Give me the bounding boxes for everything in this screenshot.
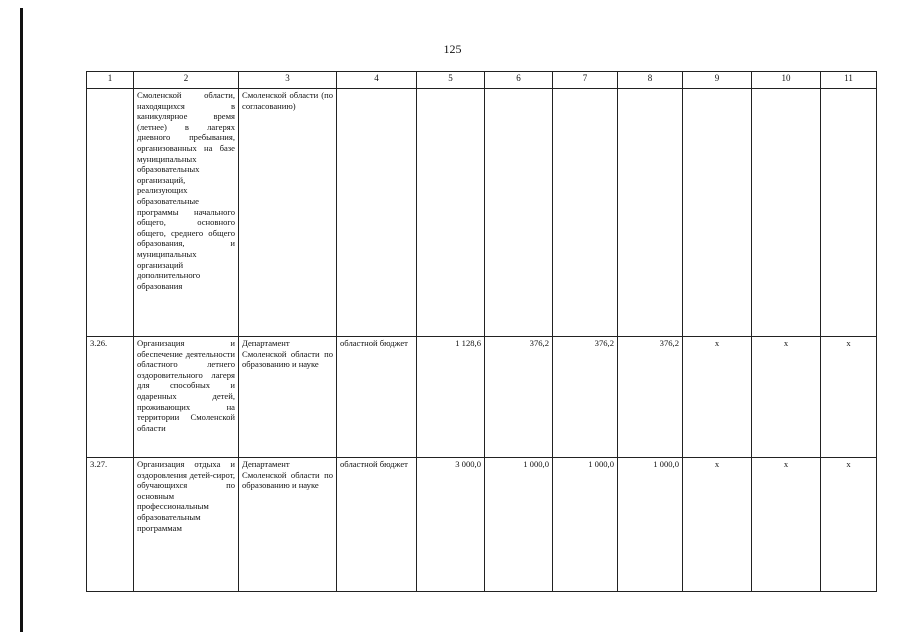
col11-cell [821, 89, 877, 337]
table-row [87, 89, 877, 337]
table-row [87, 337, 877, 458]
executor-cell: Департамент Смоленской области по образованию и науке [239, 337, 337, 458]
year2-cell: 376,2 [553, 337, 618, 458]
page-number: 125 [443, 42, 462, 56]
year1-cell: 1 000,0 [485, 458, 553, 592]
executor-cell: Смоленской области (по согласованию) [239, 89, 337, 337]
year2-cell [553, 89, 618, 337]
column-header: 3 [239, 72, 337, 89]
year3-cell [618, 89, 683, 337]
funding-source-cell: областной бюджет [337, 337, 417, 458]
measure-name-cell: Смоленской области, находящихся в каникулярное время (летнее) в лагерях дневного пребывания, организованных на базе муниципальных образовательных организаций, реализующих образовательные программы начального общего, основного общего, среднего общего образования, и муниципальных организаций дополнительного образования [134, 89, 239, 337]
col10-cell [752, 89, 821, 337]
measure-name-cell: Организация и обеспечение деятельности областного летнего оздоровительного лагеря для способных и одаренных детей, проживающих на территории Смоленской области [134, 337, 239, 458]
col10-cell: х [752, 337, 821, 458]
column-header: 11 [821, 72, 877, 89]
budget-table [86, 71, 877, 592]
total-cell: 3 000,0 [417, 458, 485, 592]
col9-cell [683, 89, 752, 337]
col11-cell: х [821, 458, 877, 592]
col9-cell: х [683, 337, 752, 458]
row-number-cell: 3.26. [87, 337, 134, 458]
col10-cell: х [752, 458, 821, 592]
column-header: 5 [417, 72, 485, 89]
header-row [87, 72, 877, 89]
funding-source-cell: областной бюджет [337, 458, 417, 592]
col11-cell: х [821, 337, 877, 458]
row-number-cell [87, 89, 134, 337]
funding-source-cell [337, 89, 417, 337]
year1-cell: 376,2 [485, 337, 553, 458]
column-header: 9 [683, 72, 752, 89]
year3-cell: 1 000,0 [618, 458, 683, 592]
total-cell: 1 128,6 [417, 337, 485, 458]
column-header: 6 [485, 72, 553, 89]
column-header: 10 [752, 72, 821, 89]
row-number-cell: 3.27. [87, 458, 134, 592]
column-header: 2 [134, 72, 239, 89]
year2-cell: 1 000,0 [553, 458, 618, 592]
executor-cell: Департамент Смоленской области по образованию и науке [239, 458, 337, 592]
total-cell [417, 89, 485, 337]
year3-cell: 376,2 [618, 337, 683, 458]
page-margin-bar [20, 8, 23, 632]
column-header: 1 [87, 72, 134, 89]
col9-cell: х [683, 458, 752, 592]
column-header: 8 [618, 72, 683, 89]
measure-name-cell: Организация отдыха и оздоровления детей-сирот, обучающихся по основным профессиональным образовательным программам [134, 458, 239, 592]
year1-cell [485, 89, 553, 337]
table-row [87, 458, 877, 592]
column-header: 4 [337, 72, 417, 89]
column-header: 7 [553, 72, 618, 89]
